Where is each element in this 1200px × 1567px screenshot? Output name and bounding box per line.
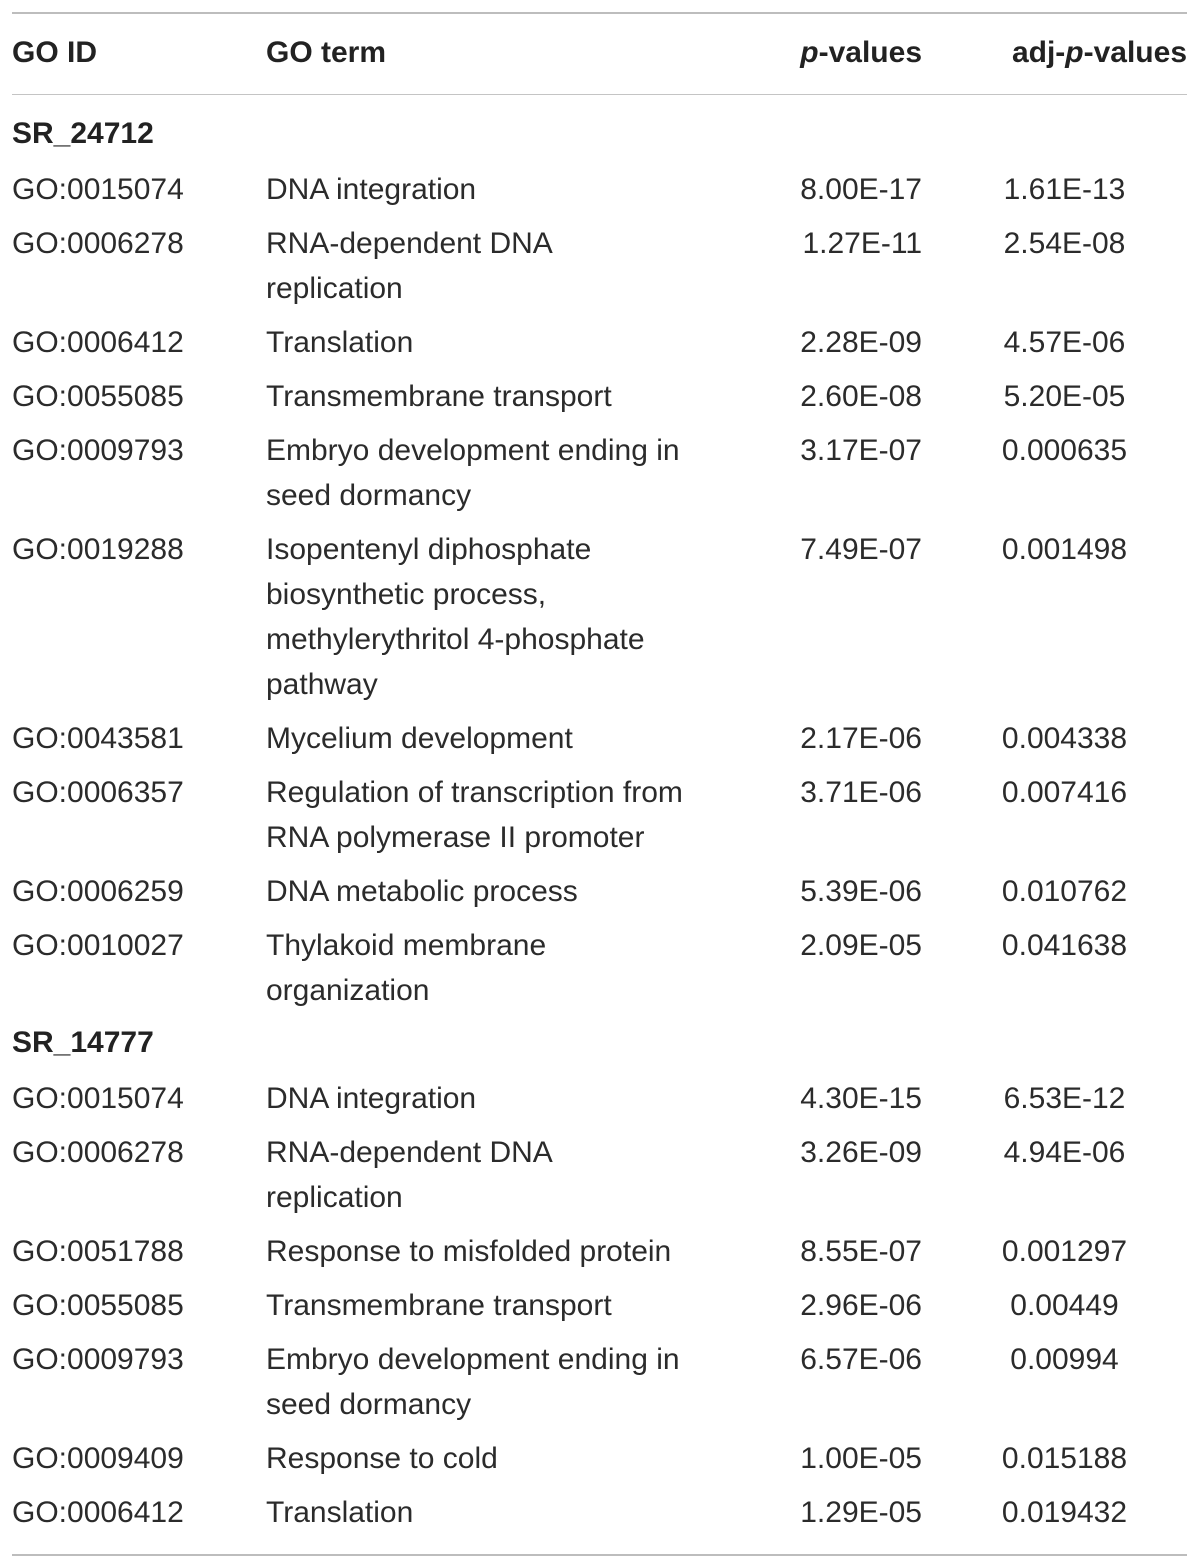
adj-p-value-cell: 0.010762	[1001, 875, 1128, 908]
go-term-line: seed dormancy	[266, 1388, 472, 1421]
p-value-cell: 2.60E-08	[800, 380, 922, 413]
p-value-cell: 5.39E-06	[800, 875, 922, 908]
adj-p-value-cell: 5.20E-05	[1003, 380, 1126, 413]
header-adj-p-values: adj-p-values	[1011, 36, 1187, 69]
go-term-cell	[266, 716, 736, 761]
table-row	[12, 217, 1187, 316]
go-term-line: Translation	[266, 1496, 414, 1529]
go-term-line: replication	[266, 1181, 403, 1214]
go-term-line: RNA polymerase II promoter	[266, 821, 645, 854]
go-term-line: DNA integration	[266, 173, 477, 206]
group-name: SR_24712	[12, 117, 154, 150]
go-term-line: seed dormancy	[266, 479, 472, 512]
p-value-cell: 4.30E-15	[800, 1082, 922, 1115]
table-body	[12, 109, 1187, 1554]
go-id-cell: GO:0051788	[12, 1235, 184, 1268]
go-term-line: Embryo development ending in	[266, 1343, 680, 1376]
go-term-cell	[266, 1229, 736, 1274]
table-row	[12, 1432, 1187, 1486]
go-id-cell: GO:0006259	[12, 875, 184, 908]
adj-p-value-cell: 0.001297	[1001, 1235, 1128, 1268]
p-value-cell: 8.55E-07	[800, 1235, 922, 1268]
p-value-cell: 1.29E-05	[800, 1496, 922, 1529]
go-term-cell	[266, 1337, 736, 1427]
adj-p-value-cell: 2.54E-08	[1003, 227, 1126, 260]
go-id-cell: GO:0006357	[12, 776, 184, 809]
adj-p-value-cell: 0.007416	[1001, 776, 1128, 809]
go-term-line: organization	[266, 974, 430, 1007]
go-term-line: Thylakoid membrane	[266, 929, 547, 962]
go-term-cell	[266, 1130, 736, 1220]
adj-p-value-cell: 1.61E-13	[1003, 173, 1126, 206]
go-id-cell: GO:0055085	[12, 380, 184, 413]
table-row	[12, 1333, 1187, 1432]
go-term-line: Regulation of transcription from	[266, 776, 683, 809]
go-term-line: biosynthetic process,	[266, 578, 547, 611]
p-value-cell: 2.96E-06	[800, 1289, 922, 1322]
adj-p-value-cell: 0.019432	[1001, 1496, 1128, 1529]
p-value-cell: 8.00E-17	[800, 173, 922, 206]
table-row	[12, 865, 1187, 919]
go-term-cell	[266, 374, 736, 419]
go-term-cell	[266, 527, 736, 707]
go-id-cell: GO:0006278	[12, 1136, 184, 1169]
table-row	[12, 766, 1187, 865]
go-term-line: Transmembrane transport	[266, 1289, 612, 1322]
go-term-line: RNA-dependent DNA	[266, 1136, 553, 1169]
go-term-cell	[266, 869, 736, 914]
go-term-cell	[266, 923, 736, 1013]
table-bottom-padding	[12, 1540, 1187, 1554]
go-id-cell: GO:0006412	[12, 326, 184, 359]
table-header	[12, 14, 1187, 94]
header-p-values: p-values	[800, 36, 922, 69]
go-term-cell	[266, 770, 736, 860]
table-row	[12, 1225, 1187, 1279]
go-term-cell	[266, 1283, 736, 1328]
go-id-cell: GO:0019288	[12, 533, 184, 566]
p-value-cell: 2.28E-09	[800, 326, 922, 359]
adj-p-value-cell: 0.001498	[1001, 533, 1128, 566]
table-row	[12, 1072, 1187, 1126]
go-id-cell: GO:0006278	[12, 227, 184, 260]
go-id-cell: GO:0009793	[12, 1343, 184, 1376]
adj-p-value-cell: 0.00994	[1010, 1343, 1119, 1376]
table-row	[12, 163, 1187, 217]
p-value-cell: 2.09E-05	[800, 929, 922, 962]
go-term-cell	[266, 320, 736, 365]
go-term-line: DNA integration	[266, 1082, 477, 1115]
table-row	[12, 1126, 1187, 1225]
go-term-line: RNA-dependent DNA	[266, 227, 553, 260]
table-row	[12, 523, 1187, 712]
go-term-line: methylerythritol 4-phosphate	[266, 623, 645, 656]
adj-p-value-cell: 4.57E-06	[1003, 326, 1126, 359]
adj-p-value-cell: 0.00449	[1010, 1289, 1119, 1322]
table-row	[12, 1486, 1187, 1540]
go-term-line: Response to cold	[266, 1442, 498, 1475]
table-row	[12, 316, 1187, 370]
go-term-line: Transmembrane transport	[266, 380, 612, 413]
adj-p-value-cell: 4.94E-06	[1003, 1136, 1126, 1169]
p-value-cell: 6.57E-06	[800, 1343, 922, 1376]
header-go-id: GO ID	[12, 36, 98, 69]
go-id-cell: GO:0006412	[12, 1496, 184, 1529]
go-term-line: Translation	[266, 326, 414, 359]
adj-p-value-cell: 0.000635	[1001, 434, 1128, 467]
go-enrichment-table	[12, 12, 1187, 1556]
go-term-line: Mycelium development	[266, 722, 573, 755]
table-row	[12, 1279, 1187, 1333]
p-value-cell: 3.17E-07	[800, 434, 922, 467]
p-value-cell: 1.00E-05	[800, 1442, 922, 1475]
go-id-cell: GO:0009409	[12, 1442, 184, 1475]
adj-p-value-cell: 6.53E-12	[1003, 1082, 1126, 1115]
go-id-cell: GO:0010027	[12, 929, 184, 962]
p-value-cell: 7.49E-07	[800, 533, 922, 566]
p-value-cell: 1.27E-11	[802, 227, 922, 260]
group-row	[12, 1018, 1187, 1072]
header-rule	[12, 94, 1187, 95]
go-term-cell	[266, 1490, 736, 1535]
adj-p-value-cell: 0.015188	[1001, 1442, 1128, 1475]
table-row	[12, 919, 1187, 1018]
go-id-cell: GO:0043581	[12, 722, 184, 755]
bottom-rule	[12, 1554, 1187, 1556]
go-id-cell: GO:0015074	[12, 173, 184, 206]
go-term-cell	[266, 1076, 736, 1121]
group-name: SR_14777	[12, 1026, 154, 1059]
go-term-line: replication	[266, 272, 403, 305]
adj-p-value-cell: 0.004338	[1001, 722, 1128, 755]
group-row	[12, 109, 1187, 163]
go-term-cell	[266, 221, 736, 311]
p-value-cell: 2.17E-06	[800, 722, 922, 755]
go-id-cell: GO:0009793	[12, 434, 184, 467]
go-term-line: Response to misfolded protein	[266, 1235, 672, 1268]
go-term-line: Isopentenyl diphosphate	[266, 533, 592, 566]
p-value-cell: 3.71E-06	[800, 776, 922, 809]
header-go-term: GO term	[266, 36, 387, 69]
go-id-cell: GO:0015074	[12, 1082, 184, 1115]
go-id-cell: GO:0055085	[12, 1289, 184, 1322]
p-value-cell: 3.26E-09	[800, 1136, 922, 1169]
go-term-cell	[266, 428, 736, 518]
go-term-line: DNA metabolic process	[266, 875, 578, 908]
go-term-cell	[266, 167, 736, 212]
go-term-cell	[266, 1436, 736, 1481]
adj-p-value-cell: 0.041638	[1001, 929, 1128, 962]
go-term-line: Embryo development ending in	[266, 434, 680, 467]
table-row	[12, 712, 1187, 766]
go-term-line: pathway	[266, 668, 378, 701]
table-row	[12, 370, 1187, 424]
table-row	[12, 424, 1187, 523]
